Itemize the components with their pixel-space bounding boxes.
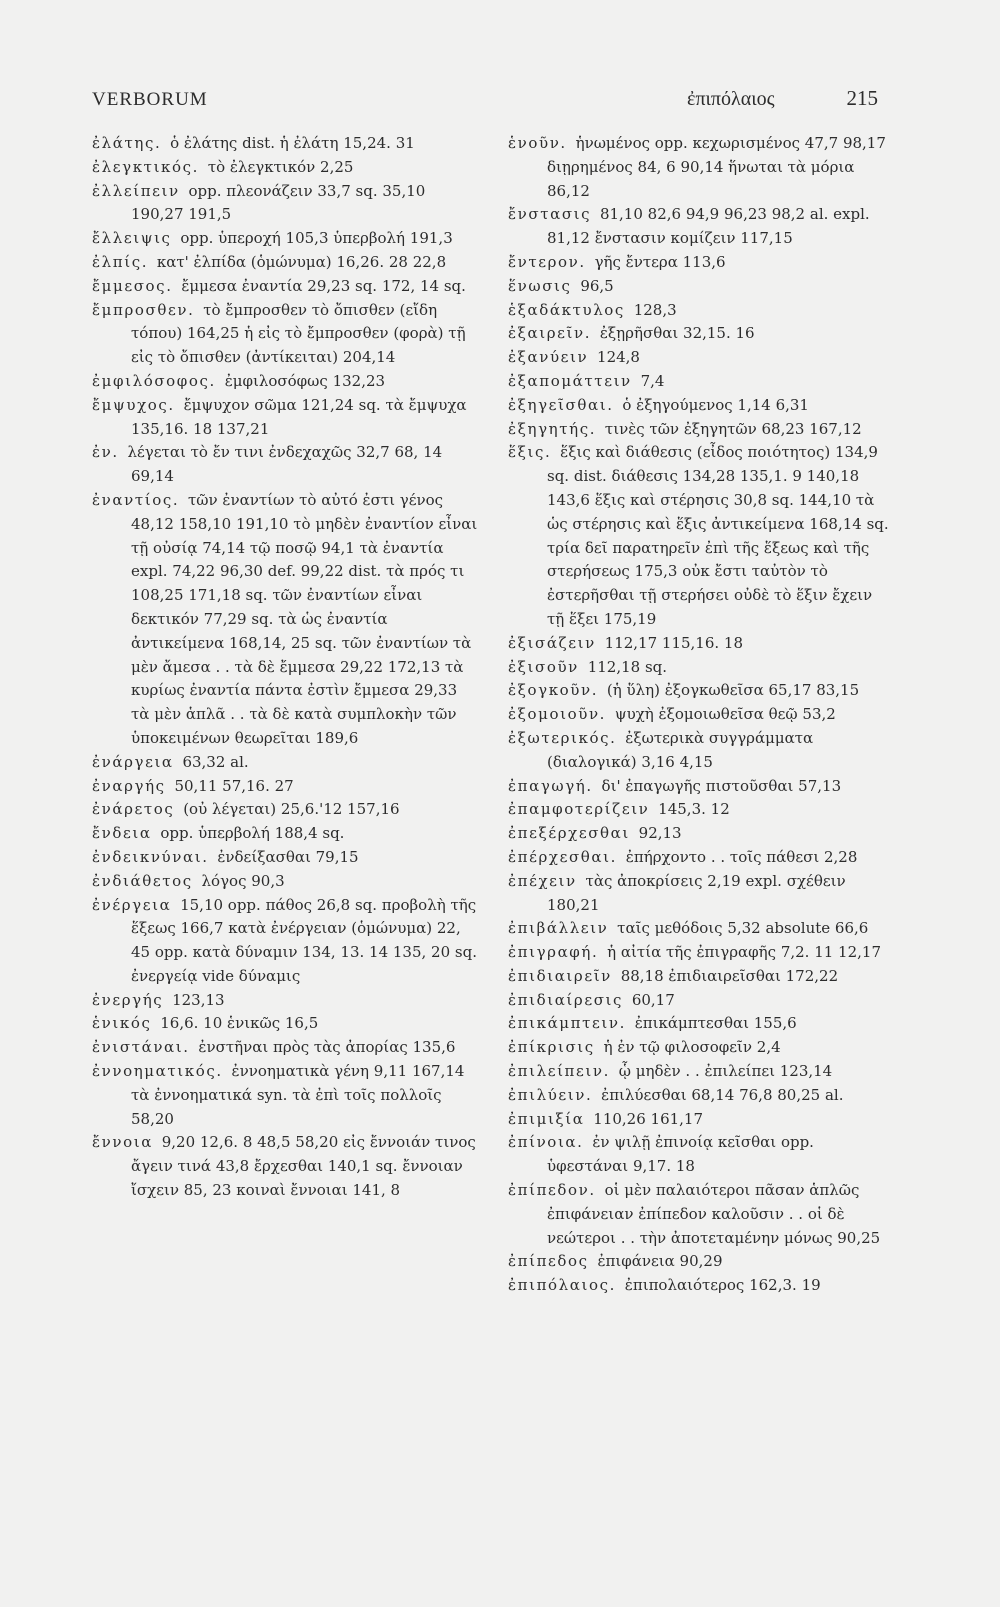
entry-references: ἐπιλύεσθαι 68,14 76,8 80,25 al. [601, 1085, 844, 1104]
entry-references: 110,26 161,17 [593, 1109, 704, 1128]
entry-references: λέγεται τὸ ἔν τινι ἐνδεχαχῶς 32,7 68, 14 69,14 [127, 443, 443, 486]
entry-references: opp. ὑπερβολή 188,4 sq. [160, 824, 345, 843]
entry-references: ἔμψυχον σῶμα 121,24 sq. τὰ ἔμψυχα 135,16. 18 137,21 [131, 395, 467, 438]
entry-references: ἐπικάμπτεσθαι 155,6 [634, 1014, 797, 1033]
entry-references: 63,32 al. [182, 752, 249, 771]
index-entry [92, 894, 478, 989]
entry-references: ἐπιφάνεια 90,29 [597, 1252, 723, 1271]
index-entry [92, 1131, 478, 1202]
index-entry [508, 727, 892, 775]
entry-headword: ἐπιλύειν. [508, 1085, 593, 1104]
index-entry [92, 299, 478, 370]
entry-headword: ἐνδιάθετος [92, 871, 193, 890]
entry-references: τὸ ἐλεγκτικόν 2,25 [207, 157, 354, 176]
entry-references: 124,8 [597, 348, 640, 367]
entry-headword: ἐξωτερικός. [508, 728, 617, 747]
index-entry [508, 441, 892, 631]
index-entry [508, 775, 892, 799]
entry-headword: ἑξαδάκτυλος [508, 300, 625, 319]
index-entry [92, 227, 478, 251]
entry-headword: ἕξις. [508, 443, 552, 462]
entry-headword: ἐλεγκτικός. [92, 157, 200, 176]
index-entry [92, 180, 478, 228]
entry-references: 123,13 [172, 990, 225, 1009]
index-entry [92, 1012, 478, 1036]
page-number: 215 [846, 86, 878, 110]
index-column-right [508, 132, 892, 1298]
index-entry [508, 1250, 892, 1274]
entry-headword: ἐμφιλόσοφος. [92, 371, 216, 390]
index-column-left [92, 132, 478, 1203]
index-entry [92, 870, 478, 894]
entry-headword: ἐνάρετος [92, 800, 175, 819]
index-entry [92, 798, 478, 822]
entry-references: opp. ὑπεροχή 105,3 ὑπερβολή 191,3 [180, 229, 453, 248]
entry-references: ἐνδείξασθαι 79,15 [217, 847, 359, 866]
entry-headword: ἐλλείπειν [92, 181, 180, 200]
index-entry [92, 394, 478, 442]
entry-headword: ἐξανύειν [508, 348, 589, 367]
index-entry [508, 418, 892, 442]
entry-references: ὁ ἐξηγούμενος 1,14 6,31 [622, 395, 809, 414]
entry-headword: ἕνωσις [508, 276, 572, 295]
index-entry [508, 251, 892, 275]
entry-headword: ἐξομοιοῦν. [508, 705, 607, 724]
index-entry [92, 846, 478, 870]
index-entry [508, 989, 892, 1013]
index-entry [508, 798, 892, 822]
entry-headword: ἔλλειψις [92, 229, 172, 248]
index-entry [508, 1060, 892, 1084]
entry-headword: ἐλάτης. [92, 134, 162, 152]
entry-headword: ἐπιβάλλειν [508, 919, 609, 938]
entry-references: ἐν ψιλῇ ἐπινοίᾳ κεῖσθαι opp. ὑφεστάναι 9,17. 18 [547, 1133, 814, 1176]
index-entry [508, 679, 892, 703]
entry-references: 92,13 [638, 824, 682, 843]
index-entry [508, 132, 892, 203]
entry-references: ἡ ἐν τῷ φιλοσοφεῖν 2,4 [603, 1038, 781, 1057]
entry-headword: ἔντερον. [508, 252, 586, 271]
entry-headword: ἐπαγωγή. [508, 776, 593, 795]
entry-references: 16,6. 10 ἑνικῶς 16,5 [160, 1014, 319, 1033]
index-entry [508, 370, 892, 394]
index-entry [92, 1060, 478, 1131]
entry-headword: ἑνοῦν. [508, 134, 567, 152]
entry-references: ἐπήρχοντο . . τοῖς πάθεσι 2,28 [625, 847, 858, 866]
page-header [92, 86, 878, 116]
entry-references: τὰς ἀποκρίσεις 2,19 expl. σχέθειν 180,21 [547, 871, 846, 914]
entry-headword: ἐξαπομάττειν [508, 371, 632, 390]
entry-references: ἡ αἰτία τῆς ἐπιγραφῆς 7,2. 11 12,17 [607, 943, 882, 962]
entry-references: ἐξῃρῆσθαι 32,15. 16 [599, 324, 755, 343]
entry-headword: ἐν. [92, 443, 119, 462]
entry-references: (οὐ λέγεται) 25,6.'12 157,16 [183, 800, 400, 819]
entry-headword: ἐπιπόλαιος. [508, 1276, 616, 1295]
entry-references: ἐνστῆναι πρὸς τὰς ἀπορίας 135,6 [198, 1038, 456, 1057]
index-entry [92, 822, 478, 846]
entry-references: 128,3 [633, 300, 677, 319]
entry-headword: ἐνδεικνύναι. [92, 847, 209, 866]
index-entry [92, 751, 478, 775]
entry-references: ἐπιπολαιότερος 162,3. 19 [624, 1276, 821, 1295]
index-entry [92, 775, 478, 799]
entry-references: ἔμμεσα ἐναντία 29,23 sq. 172, 14 sq. [181, 276, 466, 295]
entry-headword: ἐλπίς. [92, 252, 149, 271]
entry-headword: ἔμμεσος. [92, 276, 173, 295]
entry-references: 60,17 [631, 990, 675, 1009]
index-entry [508, 1179, 892, 1250]
entry-references: 145,3. 12 [658, 800, 730, 819]
index-entry [92, 1036, 478, 1060]
index-entry [508, 1131, 892, 1179]
entry-headword: ἐπίνοια. [508, 1133, 584, 1152]
index-entry [508, 275, 892, 299]
entry-headword: ἐξηγεῖσθαι. [508, 395, 614, 414]
entry-headword: ἐξηγητής. [508, 419, 597, 438]
index-entry [92, 489, 478, 751]
index-entry [92, 370, 478, 394]
entry-headword: ἐπεξέρχεσθαι [508, 824, 630, 843]
entry-references: 81,10 82,6 94,9 96,23 98,2 al. expl. 81,12 ἔνστασιν κομίζειν 117,15 [547, 205, 870, 248]
index-entry [508, 322, 892, 346]
entry-headword: ἐπαμφοτερίζειν [508, 800, 650, 819]
entry-headword: ἐξισοῦν [508, 657, 579, 676]
entry-headword: ἐννοηματικός. [92, 1062, 223, 1081]
index-entry [508, 703, 892, 727]
entry-headword: ἐναντίος. [92, 490, 180, 509]
entry-references: 88,18 ἐπιδιαιρεῖσθαι 172,22 [620, 966, 839, 985]
entry-references: τῶν ἐναντίων τὸ αὐτό ἐστι γένος 48,12 158,10 191,10 τὸ μηδὲν ἐναντίον εἶναι τῇ οὐσίᾳ 74,14 τῷ ποσῷ 94,1 τὰ ἐναντία expl. 74,22 96,30 def. 99,22 dist. τὰ πρός τι 108,25 171,18 sq. τῶν ἐναντίων εἶναι δεκτικόν 77,29 sq. τὰ ὡς ἐναντία ἀντικείμενα 168,14, 25 sq. τῶν ἐναντίων τὰ μὲν ἄμεσα . . τὰ δὲ ἔμμεσα 29,22 172,13 τὰ κυρίως ἐναντία πάντα ἐστὶν ἔμμεσα 29,33 τὰ μὲν ἁπλᾶ . . τὰ δὲ κατὰ συμπλοκὴν τῶν ὑποκειμένων θεωρεῖται 189,6 [131, 490, 478, 747]
entry-headword: ἐναργής [92, 776, 166, 795]
index-entry [508, 1274, 892, 1298]
entry-headword: ἐξισάζειν [508, 633, 596, 652]
entry-headword: ἐπιλείπειν. [508, 1062, 610, 1081]
index-entry [508, 632, 892, 656]
entry-references: ὁ ἐλάτης dist. ἡ ἐλάτη 15,24. 31 [170, 134, 415, 152]
entry-headword: ἐνέργεια [92, 895, 172, 914]
entry-references: 50,11 57,16. 27 [174, 776, 294, 795]
entry-headword: ἐπέρχεσθαι. [508, 847, 618, 866]
entry-headword: ἔμπροσθεν. [92, 300, 195, 319]
index-entry [92, 251, 478, 275]
index-entry [508, 846, 892, 870]
entry-headword: ἔνστασις [508, 205, 592, 224]
entry-references: οἱ μὲν παλαιότεροι πᾶσαν ἁπλῶς ἐπιφάνειαν ἐπίπεδον καλοῦσιν . . οἱ δὲ νεώτεροι . . τὴν ἀποτεταμένην μόνως 90,25 [547, 1181, 881, 1247]
index-entry [92, 275, 478, 299]
entry-headword: ἔννοια [92, 1133, 153, 1152]
entry-references: ψυχὴ ἐξομοιωθεῖσα θεῷ 53,2 [614, 705, 836, 724]
index-entry [508, 965, 892, 989]
entry-references: γῆς ἔντερα 113,6 [594, 252, 726, 271]
entry-references: ἕξις καὶ διάθεσις (εἶδος ποιότητος) 134,9 sq. dist. διάθεσις 134,28 135,1. 9 140,18 143,6 ἕξις καὶ στέρησις 30,8 sq. 144,10 τὰ ὡς στέρησις καὶ ἕξις ἀντικείμενα 168,14 sq. τρία δεῖ παρατηρεῖν ἐπὶ τῆς ἕξεως καὶ τῆς στερήσεως 175,3 οὐκ ἔστι ταὐτὸν τὸ ἐστερῆσθαι τῇ στερήσει οὐδὲ τὸ ἕξιν ἔχειν τῇ ἕξει 175,19 [547, 443, 889, 628]
entry-references: ἐμφιλοσόφως 132,23 [224, 371, 386, 390]
index-entry [508, 299, 892, 323]
entry-headword: ἔνδεια [92, 824, 152, 843]
index-entry [92, 156, 478, 180]
running-head-left: VERBORUM [92, 89, 208, 110]
entry-headword: ἐπίκρισις [508, 1038, 595, 1057]
index-entry [508, 346, 892, 370]
entry-headword: ἐπιμιξία [508, 1109, 585, 1128]
entry-headword: ἐπίπεδος [508, 1252, 589, 1271]
index-entry [508, 1108, 892, 1132]
entry-headword: ἐνεργής [92, 990, 164, 1009]
entry-references: ἐννοηματικὰ γένη 9,11 167,14 τὰ ἐννοηματικά syn. τὰ ἐπὶ τοῖς πολλοῖς 58,20 [131, 1062, 465, 1128]
entry-references: τινὲς τῶν ἐξηγητῶν 68,23 167,12 [604, 419, 862, 438]
index-entry [508, 941, 892, 965]
index-entry [508, 656, 892, 680]
index-entry [92, 989, 478, 1013]
entry-references: τὸ ἔμπροσθεν τὸ ὄπισθεν (εἴδη τόπου) 164,25 ἡ εἰς τὸ ἔμπροσθεν (φορὰ) τῇ εἰς τὸ ὄπισθεν (ἀντίκειται) 204,14 [131, 300, 466, 367]
index-entry [508, 1084, 892, 1108]
entry-references: δι' ἐπαγωγῆς πιστοῦσθαι 57,13 [601, 776, 842, 795]
index-entry [508, 1012, 892, 1036]
entry-references: ταῖς μεθόδοις 5,32 absolute 66,6 [617, 919, 869, 938]
index-entry [508, 203, 892, 251]
entry-references: (ἡ ὕλη) ἐξογκωθεῖσα 65,17 83,15 [606, 681, 860, 700]
index-entry [508, 394, 892, 418]
entry-references: 112,17 115,16. 18 [604, 633, 744, 652]
entry-references: 7,4 [640, 371, 665, 390]
entry-headword: ἔμψυχος. [92, 395, 175, 414]
index-entry [92, 132, 478, 156]
entry-references: ᾧ μηδὲν . . ἐπιλείπει 123,14 [618, 1062, 833, 1081]
entry-references: ἐξωτερικὰ συγγράμματα (διαλογικά) 3,16 4,15 [547, 728, 814, 771]
index-entry [92, 441, 478, 489]
entry-references: 96,5 [580, 276, 614, 295]
entry-references: ἡνωμένος opp. κεχωρισμένος 47,7 98,17 διῃρημένος 84, 6 90,14 ἥνωται τὰ μόρια 86,12 [547, 134, 886, 200]
entry-headword: ἐξαιρεῖν. [508, 324, 592, 343]
entry-references: opp. πλεονάζειν 33,7 sq. 35,10 190,27 191,5 [131, 181, 426, 224]
entry-references: 9,20 12,6. 8 48,5 58,20 εἰς ἔννοιάν τινος ἄγειν τινά 43,8 ἔρχεσθαι 140,1 sq. ἔννοιαν ἴσχειν 85, 23 κοιναὶ ἔννοιαι 141, 8 [131, 1133, 476, 1200]
entry-headword: ἐνιστάναι. [92, 1038, 190, 1057]
running-head-right [687, 86, 878, 111]
entry-headword: ἐπικάμπτειν. [508, 1014, 626, 1033]
entry-references: 112,18 sq. [587, 657, 668, 676]
index-entry [508, 870, 892, 918]
entry-headword: ἐξογκοῦν. [508, 681, 599, 700]
index-entry [508, 1036, 892, 1060]
entry-headword: ἑνικός [92, 1014, 152, 1033]
entry-headword: ἐπιγραφή. [508, 943, 599, 962]
entry-headword: ἐπιδιαίρεσις [508, 990, 624, 1009]
entry-references: 15,10 opp. πάθος 26,8 sq. προβολὴ τῆς ἕξεως 166,7 κατὰ ἐνέργειαν (ὁμώνυμα) 22, 45 opp. κατὰ δύναμιν 134, 13. 14 135, 20 sq. ἐνεργείᾳ vide δύναμις [131, 895, 477, 985]
entry-headword: ἐνάργεια [92, 752, 174, 771]
entry-references: λόγος 90,3 [201, 871, 285, 890]
index-entry [508, 917, 892, 941]
entry-headword: ἐπέχειν [508, 871, 577, 890]
entry-headword: ἐπιδιαιρεῖν [508, 966, 612, 985]
entry-references: κατ' ἐλπίδα (ὁμώνυμα) 16,26. 28 22,8 [156, 252, 447, 271]
running-head-word: ἐπιπόλαιος [687, 88, 775, 110]
index-entry [508, 822, 892, 846]
entry-headword: ἐπίπεδον. [508, 1181, 596, 1200]
